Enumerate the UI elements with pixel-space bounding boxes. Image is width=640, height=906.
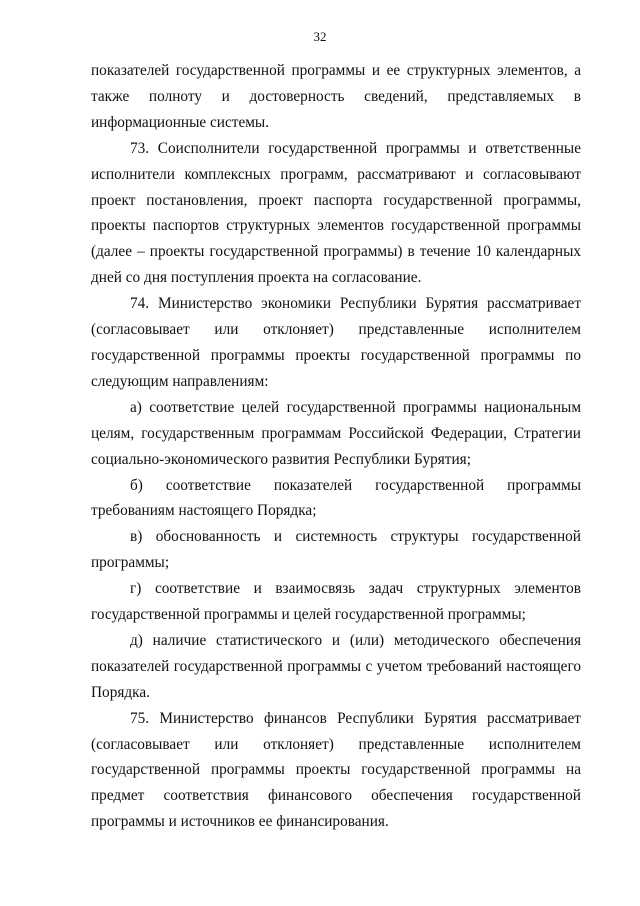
- paragraph-74-b: [91, 473, 581, 525]
- text-line: показателей государственной программы и ее структурных элементов, а: [91, 62, 581, 79]
- text-line: проекты паспортов структурных элементов государственной программы: [91, 217, 581, 235]
- paragraph-74-v: [91, 524, 581, 576]
- text-line: государственной программы проекты государственной программы на: [91, 761, 581, 779]
- text-line: целям, государственным программам Российской Федерации, Стратегии: [91, 424, 581, 442]
- text-line: Порядка.: [91, 683, 150, 701]
- text-line: также полноту и достоверность сведений, представляемых в: [91, 87, 581, 105]
- document-body: [91, 58, 581, 835]
- text-line: проект постановления, проект паспорта государственной программы,: [91, 191, 581, 209]
- text-line: предмет соответствия финансового обеспечения государственной: [91, 787, 581, 805]
- text-line: г) соответствие и взаимосвязь задач структурных элементов: [130, 580, 581, 598]
- page-number: 32: [313, 29, 327, 44]
- text-line: государственной программы и целей государственной программы;: [91, 606, 526, 624]
- text-line: информационные системы.: [91, 113, 270, 131]
- text-line: 73. Соисполнители государственной программы и ответственные: [130, 139, 581, 157]
- text-line: (согласовывает или отклоняет) представленные исполнителем: [91, 321, 581, 339]
- paragraph-74: [91, 291, 581, 395]
- text-line: дней со дня поступления проекта на согласование.: [91, 269, 422, 287]
- text-line: (согласовывает или отклоняет) представленные исполнителем: [91, 735, 581, 753]
- text-line: (далее – проекты государственной программы) в течение 10 календарных: [91, 243, 581, 261]
- text-line: 74. Министерство экономики Республики Бурятия рассматривает: [130, 295, 581, 313]
- text-line: следующим направлениям:: [91, 372, 269, 390]
- paragraph-74-g: [91, 576, 581, 628]
- text-line: государственной программы проекты государственной программы по: [91, 346, 581, 364]
- paragraph-continuation: [91, 58, 581, 136]
- paragraph-73: [91, 136, 581, 291]
- text-line: программы;: [91, 554, 170, 572]
- text-line: 75. Министерство финансов Республики Бурятия рассматривает: [130, 709, 581, 727]
- text-line: в) обоснованность и системность структуры государственной: [130, 528, 581, 546]
- text-line: д) наличие статистического и (или) методического обеспечения: [130, 631, 581, 649]
- text-line: б) соответствие показателей государственной программы: [130, 476, 581, 494]
- text-line: программы и источников ее финансирования.: [91, 813, 389, 831]
- text-line: а) соответствие целей государственной программы национальным: [130, 398, 581, 416]
- text-line: показателей государственной программы с учетом требований настоящего: [91, 657, 581, 675]
- text-line: исполнители комплексных программ, рассматривают и согласовывают: [91, 165, 581, 183]
- text-line: требованиям настоящего Порядка;: [91, 502, 317, 520]
- text-line: социально-экономического развития Республики Бурятия;: [91, 450, 471, 468]
- paragraph-75: [91, 706, 581, 836]
- paragraph-74-d: [91, 628, 581, 706]
- paragraph-74-a: [91, 395, 581, 473]
